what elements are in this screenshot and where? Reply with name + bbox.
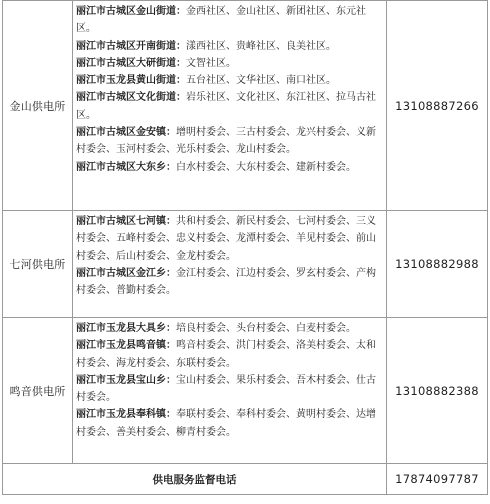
area-units: 增明村委会、三古村委会、龙兴村委会、义新村委会、玉河村委会、光乐村委会、龙山村委会。 <box>76 127 376 156</box>
hotline-label: 供电服务监督电话 <box>3 464 387 495</box>
area-units: 五台社区、文华社区、南口社区。 <box>186 75 336 87</box>
area-entry <box>76 89 382 124</box>
station-row-jinshan <box>3 1 488 211</box>
area-units: 培良村委会、头台村委会、白麦村委会。 <box>176 323 356 334</box>
area-entry <box>76 265 382 300</box>
district-name: 丽江市古城区大研街道： <box>76 57 186 69</box>
area-units: 奉联村委会、奉科村委会、黄明村委会、达增村委会、善美村委会、柳青村委会。 <box>76 409 376 438</box>
station-name: 金山供电所 <box>3 1 73 211</box>
district-name: 丽江市古城区金江乡： <box>76 267 176 279</box>
area-entry <box>76 337 382 372</box>
area-entry <box>76 3 382 38</box>
district-name: 丽江市玉龙县奉科镇： <box>76 409 176 421</box>
area-units: 宝山村委会、果乐村委会、吾木村委会、仕古村委会。 <box>76 374 376 404</box>
station-phone: 13108887266 <box>387 1 488 211</box>
area-entry <box>76 124 382 159</box>
district-name: 丽江市玉龙县鸣音镇： <box>76 340 176 352</box>
area-entry <box>76 213 382 265</box>
station-name: 鸣音供电所 <box>3 318 73 464</box>
area-units: 共和村委会、新民村委会、七河村委会、三义村委会、五峰村委会、忠义村委会、龙潭村委会、羊见村委会、前山村委会、后山村委会、金龙村委会。 <box>76 216 376 262</box>
district-name: 丽江市古城区文化街道： <box>76 92 186 104</box>
area-entry <box>76 38 382 55</box>
district-name: 丽江市玉龙县宝山乡： <box>76 374 176 386</box>
area-units: 白水村委会、大东村委会、建新村委会。 <box>176 161 356 173</box>
station-name: 七河供电所 <box>3 211 73 318</box>
district-name: 丽江市玉龙县黄山街道： <box>76 75 186 87</box>
district-name: 丽江市古城区七河镇： <box>76 216 176 227</box>
area-entry <box>76 406 382 441</box>
hotline-phone: 17874097787 <box>387 464 488 495</box>
area-entry <box>76 159 382 176</box>
district-name: 丽江市玉龙县大具乡： <box>76 323 176 334</box>
area-units: 鸣音村委会、洪门村委会、洛美村委会、太和村委会、海龙村委会、东联村委会。 <box>76 340 376 369</box>
district-name: 丽江市古城区金山街道： <box>76 6 186 17</box>
station-row-mingyin <box>3 318 488 464</box>
area-entry <box>76 55 382 72</box>
district-name: 丽江市古城区金安镇： <box>76 127 176 139</box>
service-area-table <box>2 0 488 495</box>
district-name: 丽江市古城区大东乡： <box>76 161 176 173</box>
station-phone: 13108882388 <box>387 318 488 464</box>
station-phone: 13108882988 <box>387 211 488 318</box>
station-row-qihe <box>3 211 488 318</box>
area-entry <box>76 72 382 89</box>
area-units: 金江村委会、江边村委会、罗玄村委会、产构村委会、普勤村委会。 <box>76 267 376 297</box>
area-entry <box>76 320 382 337</box>
area-units: 岩乐社区、文化社区、东江社区、拉马古社区。 <box>76 92 376 121</box>
hotline-row <box>3 464 488 495</box>
area-units: 漾西社区、贵峰社区、良美社区。 <box>186 40 336 52</box>
station-areas <box>73 318 387 464</box>
area-units: 文智社区。 <box>186 57 236 69</box>
station-areas <box>73 211 387 318</box>
area-entry <box>76 372 382 407</box>
district-name: 丽江市古城区开南街道： <box>76 40 186 52</box>
station-areas <box>73 1 387 211</box>
area-units: 金西社区、金山社区、新团社区、东元社区。 <box>76 6 366 35</box>
